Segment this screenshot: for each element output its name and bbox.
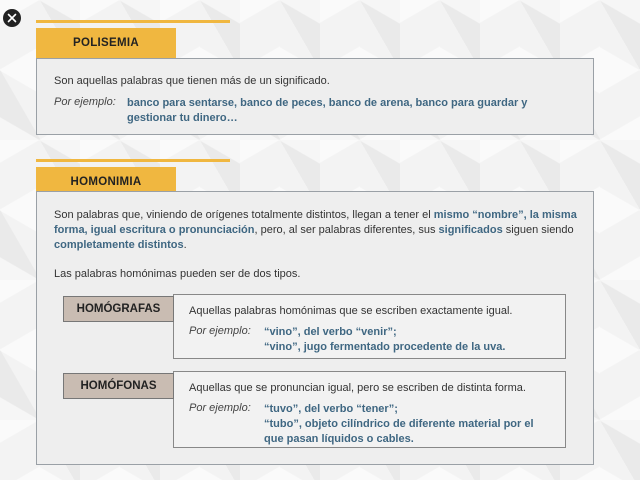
definition-highlight: significados: [438, 224, 503, 236]
definition-highlight: mismo “nombre”, la misma forma, igual escritura o pronunciación: [54, 209, 577, 236]
polisemia-box: [36, 58, 594, 135]
homografas-label: HOMÓGRAFAS: [63, 296, 174, 322]
homofonas-label: HOMÓFONAS: [63, 373, 174, 399]
polisemia-example: banco para sentarse, banco de peces, banco de arena, banco para guardar y gestionar tu dinero…: [127, 97, 528, 124]
homonimia-title: HOMONIMIA: [36, 167, 176, 197]
close-icon: [7, 13, 17, 23]
accent-line: [36, 20, 230, 23]
homografas-box: [173, 294, 566, 359]
definition-highlight: completamente distintos: [54, 239, 184, 251]
example-item: “tuvo”, del verbo “tener”;: [264, 403, 398, 415]
homonimia-section: [36, 159, 594, 465]
example-item: “vino”, del verbo “venir”;: [264, 326, 397, 338]
homofonas-box: [173, 371, 566, 448]
example-label: Por ejemplo:: [189, 402, 251, 414]
homofonas-definition: Aquellas que se pronuncian igual, pero se escriben de distinta forma.: [189, 382, 526, 394]
close-button[interactable]: [3, 9, 21, 27]
definition-text: siguen siendo: [502, 224, 574, 236]
definition-text: .: [183, 239, 187, 251]
polisemia-section: [36, 20, 594, 136]
example-item: “tubo”, objeto cilíndrico de diferente material por el que pasan líquidos o cables.: [264, 418, 534, 445]
polisemia-definition: Son aquellas palabras que tienen más de un significado.: [54, 75, 330, 87]
accent-line: [36, 159, 230, 162]
example-item: “vino”, jugo fermentado procedente de la uva.: [264, 341, 506, 353]
homonimia-definition: [54, 208, 579, 253]
example-label: Por ejemplo:: [189, 325, 251, 337]
example-label: Por ejemplo:: [54, 96, 116, 108]
definition-text: , pero, al ser palabras diferentes, sus: [254, 224, 439, 236]
homofonas-examples: [264, 402, 554, 447]
polisemia-title: POLISEMIA: [36, 28, 176, 58]
homografas-examples: [264, 325, 554, 355]
types-intro: Las palabras homónimas pueden ser de dos tipos.: [54, 268, 301, 280]
homografas-definition: Aquellas palabras homónimas que se escriben exactamente igual.: [189, 305, 513, 317]
definition-text: Son palabras que, viniendo de orígenes totalmente distintos, llegan a tener el: [54, 209, 434, 221]
